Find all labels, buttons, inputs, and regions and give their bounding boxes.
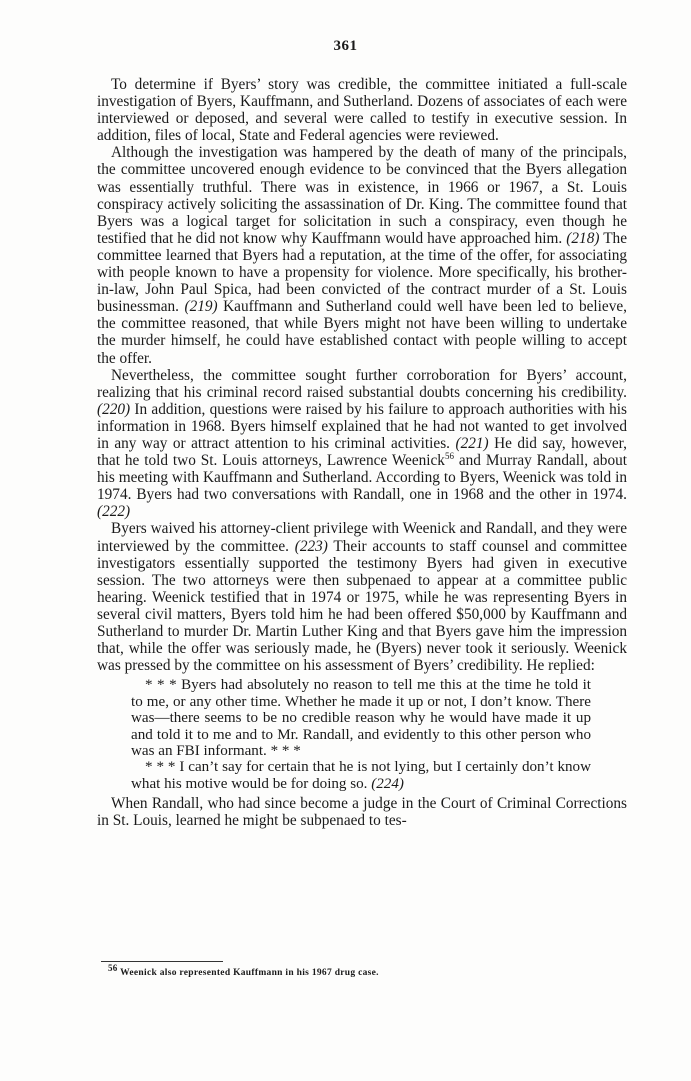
text-segment: Nevertheless, the committee sought further corroboration for Byers’ account, realizing that his criminal record raised substantial doubts concerning his credibility.: [97, 366, 627, 401]
footnote-rule: [101, 961, 223, 962]
page-number: 361: [333, 38, 358, 54]
text-segment: He did say, however, that he told two St. Louis attorneys, Lawrence Weenick: [97, 434, 627, 470]
citation-ref: (224): [371, 775, 404, 792]
paragraph: [97, 520, 627, 674]
paragraph: [97, 144, 627, 366]
text-segment: * * * Byers had absolutely no reason to tell me this at the time he told it to me, or any other time. Whether he made it up or not, I don’t know. There was—there seems to be no credible reason why he would have made it up and told it to me and to Mr. Randall, and evidently to this other person who was an FBI informant. * * *: [131, 677, 591, 759]
text-segment: and Murray Randall, about his meeting with Kauffmann and Sutherland. According to Byers, Weenick was told in 1974. Byers had two conversations with Randall, one in 1968 and the other in 1974.: [97, 452, 627, 504]
footnote: [108, 963, 608, 979]
quote-paragraph: [131, 759, 591, 792]
footnote-marker: 56: [108, 963, 118, 973]
footnote-text: Weenick also represented Kauffmann in his 1967 drug case.: [117, 968, 379, 979]
citation-ref: (222): [97, 503, 131, 521]
text-segment: Although the investigation was hampered by the death of many of the principals, the committee uncovered enough evidence to be convinced that the Byers allegation was essentially truthful. There was in existence, in 1966 or 1967, a St. Louis conspiracy actively soliciting the assassination of Dr. King. The committee found that Byers was a logical target for solicitation in such a conspiracy, even though he testified that he did not know why Kauffmann would have approached him.: [97, 144, 627, 247]
footnote-ref: 56: [444, 450, 454, 461]
text-segment: To determine if Byers’ story was credible, the committee initiated a full-scale investigation of Byers, Kauffmann, and Sutherland. Dozens of associates of each were interviewed or deposed, and several were called to testify in executive session. In addition, files of local, State and Federal agencies were reviewed.: [97, 76, 627, 145]
citation-ref: (218): [566, 229, 600, 247]
text-segment: The committee learned that Byers had a reputation, at the time of the offer, for associating with people known to have a propensity for violence. More specifically, his brother-in-law, John Paul Spica, had been convicted of the contract murder of a St. Louis businessman.: [97, 229, 627, 316]
citation-ref: (220): [97, 400, 131, 418]
body-text: [97, 76, 627, 829]
block-quote: [131, 677, 591, 792]
text-segment: Byers waived his attorney-client privilege with Weenick and Randall, and they were interviewed by the committee.: [97, 520, 627, 555]
citation-ref: (223): [294, 537, 328, 555]
paragraph: [97, 76, 627, 144]
text-segment: Their accounts to staff counsel and committee investigators essentially supported the testimony Byers had given in executive session. The two attorneys were then subpenaed to appear at a committee public hearing. Weenick testified that in 1974 or 1975, while he was representing Byers in several civil matters, Byers told him he had been offered $50,000 by Kauffmann and Sutherland to murder Dr. Martin Luther King and that Byers gave him the impression that, while the offer was seriously made, he (Byers) never took it seriously. Weenick was pressed by the committee on his assessment of Byers’ credibility. He replied:: [97, 537, 627, 675]
citation-ref: (221): [455, 434, 489, 452]
citation-ref: (219): [184, 298, 218, 316]
text-segment: When Randall, who had since become a judge in the Court of Criminal Corrections in St. Louis, learned he might be subpenaed to tes-: [97, 795, 627, 830]
text-segment: Kauffmann and Sutherland could well have been led to believe, the committee reasoned, that while Byers might not have been willing to undertake the murder himself, he could have established contact with people willing to accept the offer.: [97, 298, 627, 367]
paragraph: [97, 367, 627, 521]
text-segment: In addition, questions were raised by his failure to approach authorities with his information in 1968. Byers himself explained that he had not wanted to get involved in any way or attract attention to his criminal activities.: [97, 400, 627, 452]
paragraph: [97, 795, 627, 829]
quote-paragraph: [131, 677, 591, 759]
text-segment: * * * I can’t say for certain that he is not lying, but I certainly don’t know what his motive would be for doing so.: [131, 759, 591, 792]
